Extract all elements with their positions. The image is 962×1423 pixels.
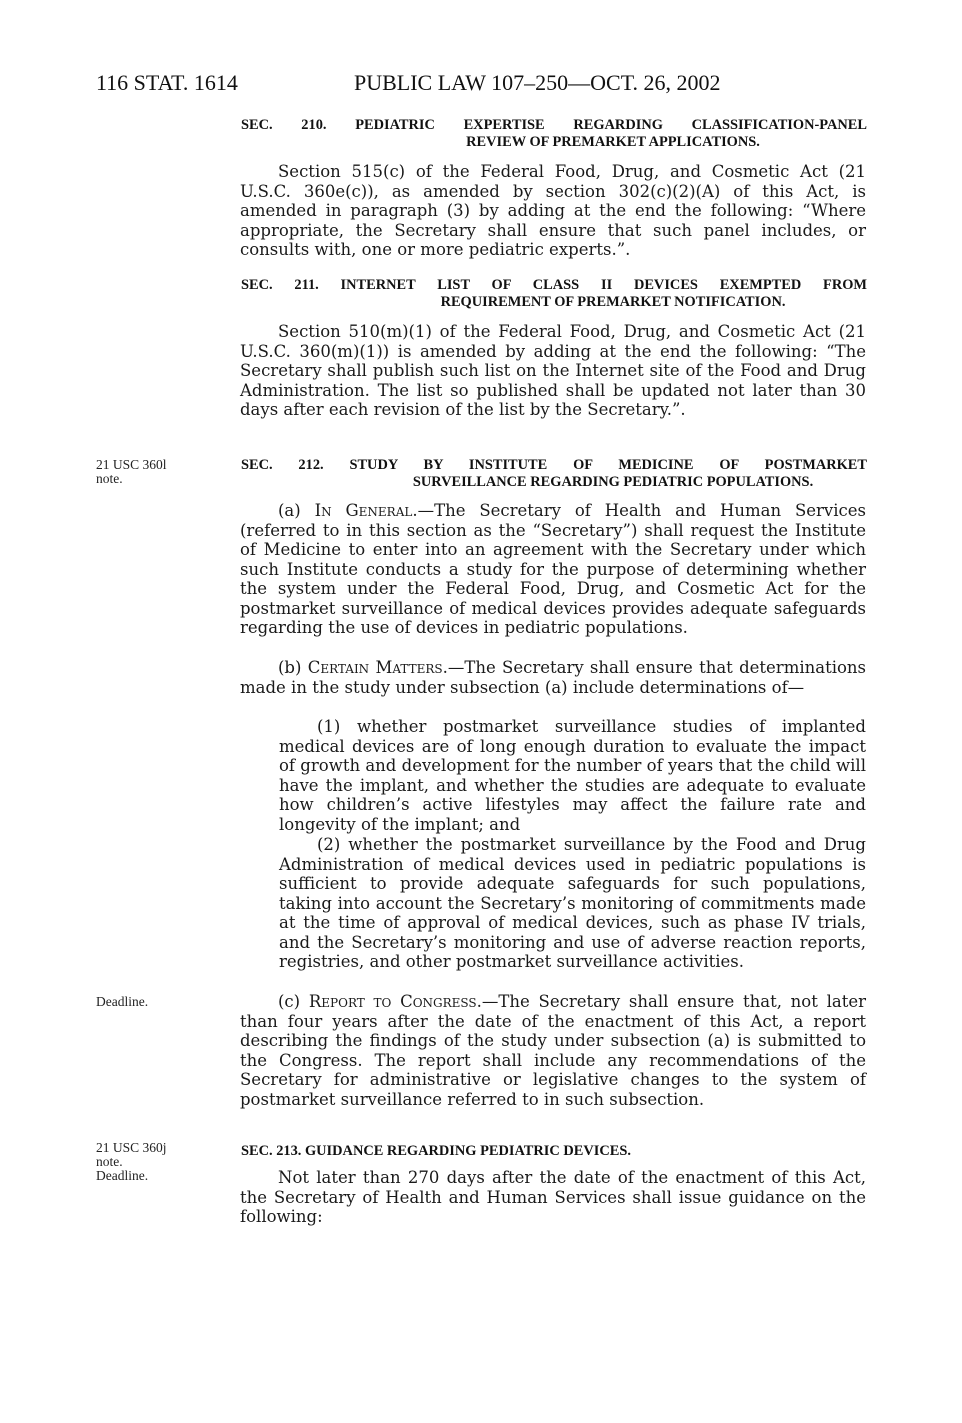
subsection-b [240, 658, 866, 697]
subsection-c-label: (c) [278, 992, 309, 1011]
subsection-a [240, 501, 866, 638]
sec-213-heading: SEC. 213. GUIDANCE REGARDING PEDIATRIC DEVICES. [241, 1143, 631, 1159]
sec-210-heading-line1: SEC. 210. PEDIATRIC EXPERTISE REGARDING CLASSIFICATION-PANEL [241, 117, 867, 133]
sec-211-body: Section 510(m)(1) of the Federal Food, Drug, and Cosmetic Act (21 U.S.C. 360(m)(1)) is amended by adding at the end the following: “The Secretary shall publish such list on the Internet site of the Food and Drug Administration. The list so published shall be updated not later than 30 days after each revision of the list by the Secretary.”. [240, 322, 866, 419]
page-reference: 116 STAT. 1614 [96, 70, 238, 95]
sec-212-heading-line1: SEC. 212. STUDY BY INSTITUTE OF MEDICINE OF POSTMARKET [241, 457, 867, 473]
sec-213-body: Not later than 270 days after the date of the enactment of this Act, the Secretary of Health and Human Services shall issue guidance on the following: [240, 1168, 866, 1226]
running-head-title: PUBLIC LAW 107–250—OCT. 26, 2002 [354, 70, 721, 95]
sec-210-body: Section 515(c) of the Federal Food, Drug, and Cosmetic Act (21 U.S.C. 360e(c)), as amended by section 302(c)(2)(A) of this Act, is amended in paragraph (3) by adding at the end the following: “Where appropriate, the Secretary shall ensure that such panel includes, or consults with, one or more pediatric experts.”. [240, 162, 866, 259]
paragraph-b-1: (1) whether postmarket surveillance studies of implanted medical devices are of long enough duration to evaluate the impact of growth and development for the number of years that the child will have the implant, and whether the studies are adequate to evaluate how children’s active lifestyles may affect the failure rate and longevity of the implant; and [279, 717, 866, 834]
subsection-b-caption: Certain Matters. [307, 658, 448, 677]
sec-212-sidenote [96, 458, 167, 486]
deadline-sidenote: Deadline. [96, 994, 149, 1009]
sec-211-heading [241, 277, 867, 311]
sidenote-citation: 21 USC 360l [96, 457, 167, 472]
sec-210-heading [241, 117, 867, 151]
sec-212-heading-line2: SURVEILLANCE REGARDING PEDIATRIC POPULATIONS. [412, 474, 814, 490]
subsection-c-body: —The Secretary shall ensure that, not later than four years after the date of the enactment of this Act, a report describing the findings of the study under subsection (a) is submitted to the Congress. The report shall include any recommendations of the Secretary for administrative or legislative changes to the system of postmarket surveillance referred to in such subsection. [240, 992, 866, 1109]
subsection-b-label: (b) [278, 658, 308, 677]
subsection-a-label: (a) [278, 501, 315, 520]
sec-211-heading-line1: SEC. 211. INTERNET LIST OF CLASS II DEVICES EXEMPTED FROM [241, 277, 867, 293]
subsection-c [240, 992, 866, 1109]
subsection-c-caption: Report to Congress. [308, 992, 482, 1011]
sec-212-heading [241, 457, 867, 491]
subsection-b-body: —The Secretary shall ensure that determinations made in the study under subsection (a) include determinations of— [240, 658, 867, 697]
sec-213-sidenote [96, 1141, 167, 1183]
sidenote-note: note. [96, 1154, 123, 1169]
subsection-a-body: —The Secretary of Health and Human Services (referred to in this section as the “Secretary”) shall request the Institute of Medicine to enter into an agreement with the Secretary under which such Institute conducts a study for the purpose of determining whether the system under the Federal Food, Drug, and Cosmetic Act for the postmarket surveillance of medical devices provides adequate safeguards regarding the use of devices in pediatric populations. [240, 501, 866, 637]
sec-210-heading-line2: REVIEW OF PREMARKET APPLICATIONS. [466, 134, 760, 150]
sidenote-deadline: Deadline. [96, 1168, 149, 1183]
sec-211-heading-line2: REQUIREMENT OF PREMARKET NOTIFICATION. [440, 294, 786, 310]
paragraph-b-2: (2) whether the postmarket surveillance by the Food and Drug Administration of medical devices used in pediatric populations is sufficient to provide adequate safeguards for such populations, taking into account the Secretary’s monitoring of commitments made at the time of approval of medical devices, such as phase IV trials, and the Secretary’s monitoring and use of adverse reaction reports, registries, and other postmarket surveillance activities. [279, 835, 866, 971]
sidenote-citation: 21 USC 360j [96, 1140, 167, 1155]
sidenote-note: note. [96, 471, 123, 486]
subsection-a-caption: In General. [314, 501, 418, 520]
